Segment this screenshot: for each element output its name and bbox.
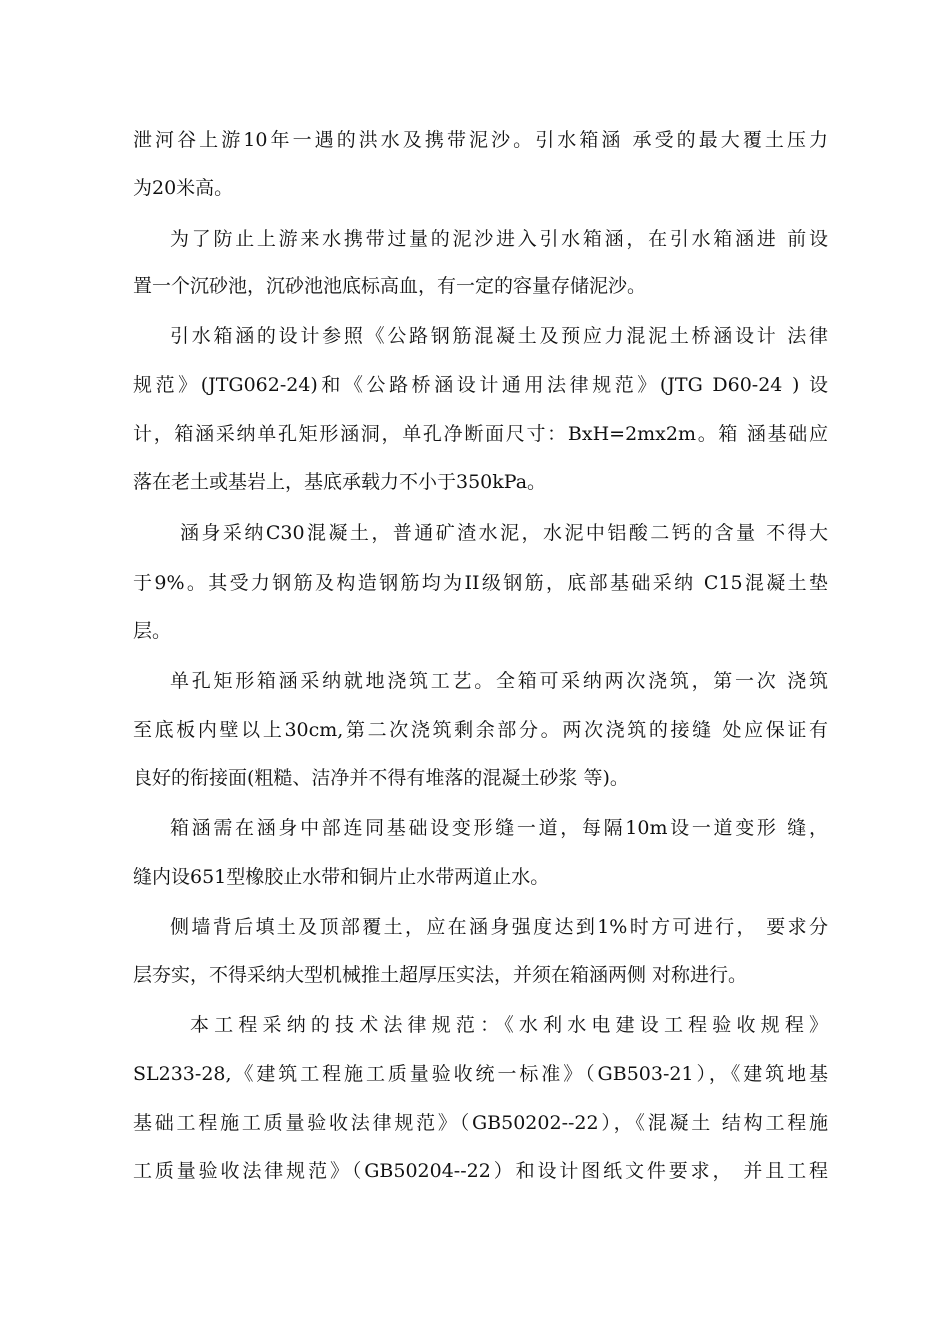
body-text-line: 为了防止上游来水携带过量的泥沙进入引水箱涵，在引水箱涵进 前设: [170, 228, 828, 250]
body-text-line: 侧墙背后填土及顶部覆土，应在涵身强度达到1%时方可进行， 要求分: [170, 916, 828, 938]
body-text-line: 于9%。其受力钢筋及构造钢筋均为II级钢筋，底部基础采纳 C15混凝土垫: [133, 572, 828, 594]
body-text-line: 落在老土或基岩上，基底承载力不小于350kPa。: [133, 471, 547, 493]
body-text-line: 良好的衔接面(粗糙、洁净并不得有堆落的混凝土砂浆 等)。: [133, 767, 629, 789]
body-text-line: 层夯实，不得采纳大型机械推土超厚压实法，并须在箱涵两侧 对称进行。: [133, 964, 748, 986]
body-text-line: 本工程采纳的技术法律规范：《水利水电建设工程验收规程》: [190, 1014, 828, 1036]
body-text-line: 涵身采纳C30混凝土，普通矿渣水泥，水泥中铝酸二钙的含量 不得大: [180, 522, 828, 544]
body-text-line: 箱涵需在涵身中部连同基础设变形缝一道，每隔10m设一道变形 缝，: [170, 817, 828, 839]
body-text-line: 工质量验收法律规范》（GB50204--22）和设计图纸文件要求， 并且工程: [133, 1160, 828, 1182]
body-text-line: 层。: [133, 620, 172, 642]
body-text-line: 至底板内壁以上30cm,第二次浇筑剩余部分。两次浇筑的接缝 处应保证有: [133, 719, 828, 741]
body-text-line: 计，箱涵采纳单孔矩形涵洞，单孔净断面尺寸：BxH=2mx2m。箱 涵基础应: [133, 423, 828, 445]
body-text-line: 引水箱涵的设计参照《公路钢筋混凝土及预应力混泥土桥涵设计 法律: [170, 325, 828, 347]
body-text-line: 缝内设651型橡胶止水带和铜片止水带两道止水。: [133, 866, 550, 888]
body-text-line: 为20米高。: [133, 177, 234, 199]
body-text-line: 单孔矩形箱涵采纳就地浇筑工艺。全箱可采纳两次浇筑，第一次 浇筑: [170, 670, 828, 692]
body-text-line: 基础工程施工质量验收法律规范》（GB50202--22），《混凝土 结构工程施: [133, 1112, 828, 1134]
body-text-line: 泄河谷上游10年一遇的洪水及携带泥沙。引水箱涵 承受的最大覆土压力: [133, 129, 828, 151]
body-text-line: SL233-28,《建筑工程施工质量验收统一标准》（GB503-21），《建筑地基: [133, 1063, 828, 1085]
body-text-line: 规范》(JTG062-24)和《公路桥涵设计通用法律规范》(JTG D60-24 ) 设: [133, 374, 828, 396]
body-text-line: 置一个沉砂池，沉砂池池底标高血，有一定的容量存储泥沙。: [133, 275, 647, 297]
